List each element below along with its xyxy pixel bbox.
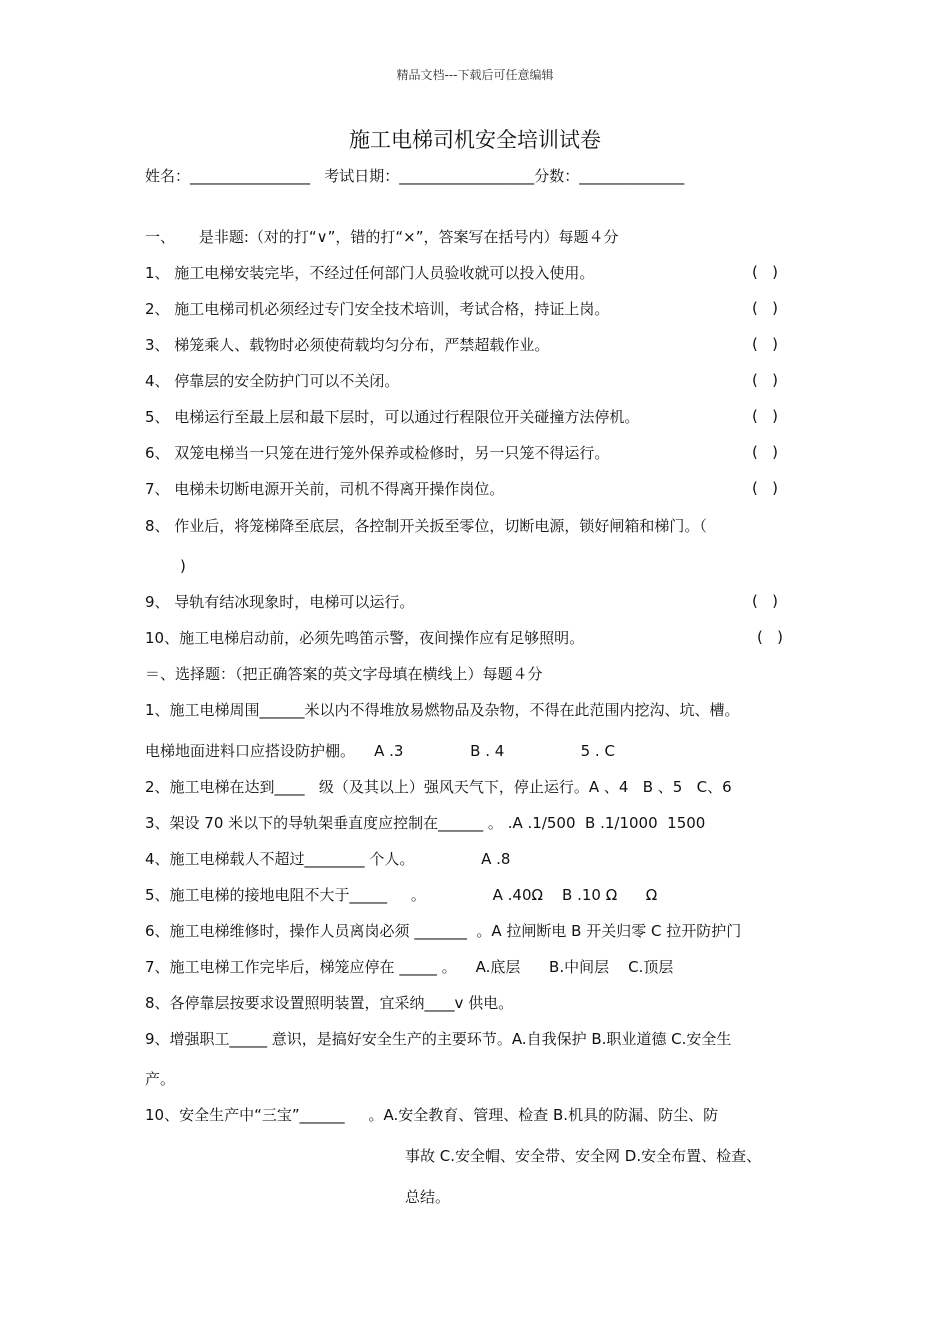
answer-parentheses: ( ) [752, 407, 779, 425]
mc-question-4: 4、施工电梯载人不超过________ 个人。 A .8 [145, 850, 511, 868]
answer-parentheses: ( ) [757, 628, 784, 646]
exam-title: 施工电梯司机安全培训试卷 [349, 128, 601, 152]
mc-question-7: 7、施工电梯工作完毕后，梯笼应停在 _____ 。 A.底层 B.中间层 C.顶层 [145, 958, 674, 976]
mc-question-1-cont: 电梯地面进料口应搭设防护棚。 A .3 B . 4 5 . C [145, 742, 615, 760]
mc-question-1: 1、施工电梯周围______米以内不得堆放易燃物品及杂物，不得在此范围内挖沟、坑、槽。 [145, 701, 740, 719]
header-note: 精品文档---下载后可任意编辑 [396, 68, 554, 82]
tf-item-9: 9、 导轨有结冰现象时，电梯可以运行。 [145, 593, 415, 611]
tf-item-4: 4、 停靠层的安全防护门可以不关闭。 [145, 372, 400, 390]
answer-parentheses: ( ) [752, 299, 779, 317]
student-info-line: 姓名：________________ 考试日期：__________________分数：______________ [145, 167, 685, 185]
tf-item-1: 1、 施工电梯安装完毕，不经过任何部门人员验收就可以投入使用。 [145, 264, 595, 282]
answer-parentheses: ( ) [752, 371, 779, 389]
tf-item-10: 10、施工电梯启动前，必须先鸣笛示警，夜间操作应有足够照明。 [145, 629, 585, 647]
mc-question-5: 5、施工电梯的接地电阻不大于_____ 。 A .40Ω B .10 Ω Ω [145, 886, 658, 904]
mc-question-10-cont: 总结。 [405, 1188, 451, 1206]
section1-heading: 一、 是非题:（对的打“∨”，错的打“×”，答案写在括号内）每题４分 [145, 228, 619, 246]
answer-parentheses: ( ) [752, 263, 779, 281]
answer-parentheses: ( ) [752, 335, 779, 353]
tf-item-8-closing-paren: ) [180, 557, 186, 575]
mc-question-3: 3、架设 70 米以下的导轨架垂直度应控制在______ 。 .A .1/500 B .1/1000 1500 [145, 814, 706, 832]
mc-question-9: 9、增强职工_____ 意识，是搞好安全生产的主要环节。A.自我保护 B.职业道德 C.安全生 [145, 1030, 732, 1048]
mc-question-6: 6、施工电梯维修时，操作人员离岗必须 _______ 。A 拉闸断电 B 开关归零 C 拉开防护门 [145, 922, 742, 940]
answer-parentheses: ( ) [752, 443, 779, 461]
answer-parentheses: ( ) [752, 592, 779, 610]
mc-question-2: 2、施工电梯在达到____ 级（及其以上）强风天气下，停止运行。A 、4 B 、5 C、6 [145, 778, 732, 796]
mc-question-8: 8、各停靠层按要求设置照明装置，宜采纳____v 供电。 [145, 994, 514, 1012]
tf-item-5: 5、 电梯运行至最上层和最下层时，可以通过行程限位开关碰撞方法停机。 [145, 408, 640, 426]
tf-item-3: 3、 梯笼乘人、载物时必须使荷载均匀分布，严禁超载作业。 [145, 336, 550, 354]
mc-question-10: 10、安全生产中“三宝”______ 。A.安全教育、管理、检查 B.机具的防漏、防尘、防 [145, 1106, 719, 1124]
tf-item-6: 6、 双笼电梯当一只笼在进行笼外保养或检修时，另一只笼不得运行。 [145, 444, 610, 462]
answer-parentheses: ( ) [752, 479, 779, 497]
mc-question-9-cont: 产。 [145, 1070, 176, 1088]
section2-heading: ＝、选择题：（把正确答案的英文字母填在横线上）每题４分 [145, 665, 543, 683]
tf-item-7: 7、 电梯未切断电源开关前，司机不得离开操作岗位。 [145, 480, 505, 498]
mc-question-10-cont: 事故 C.安全帽、安全带、安全网 D.安全布置、检查、 [405, 1147, 762, 1165]
tf-item-2: 2、 施工电梯司机必须经过专门安全技术培训，考试合格，持证上岗。 [145, 300, 610, 318]
tf-item-8: 8、 作业后，将笼梯降至底层，各控制开关扳至零位，切断电源，锁好闸箱和梯门。（ [145, 517, 707, 535]
